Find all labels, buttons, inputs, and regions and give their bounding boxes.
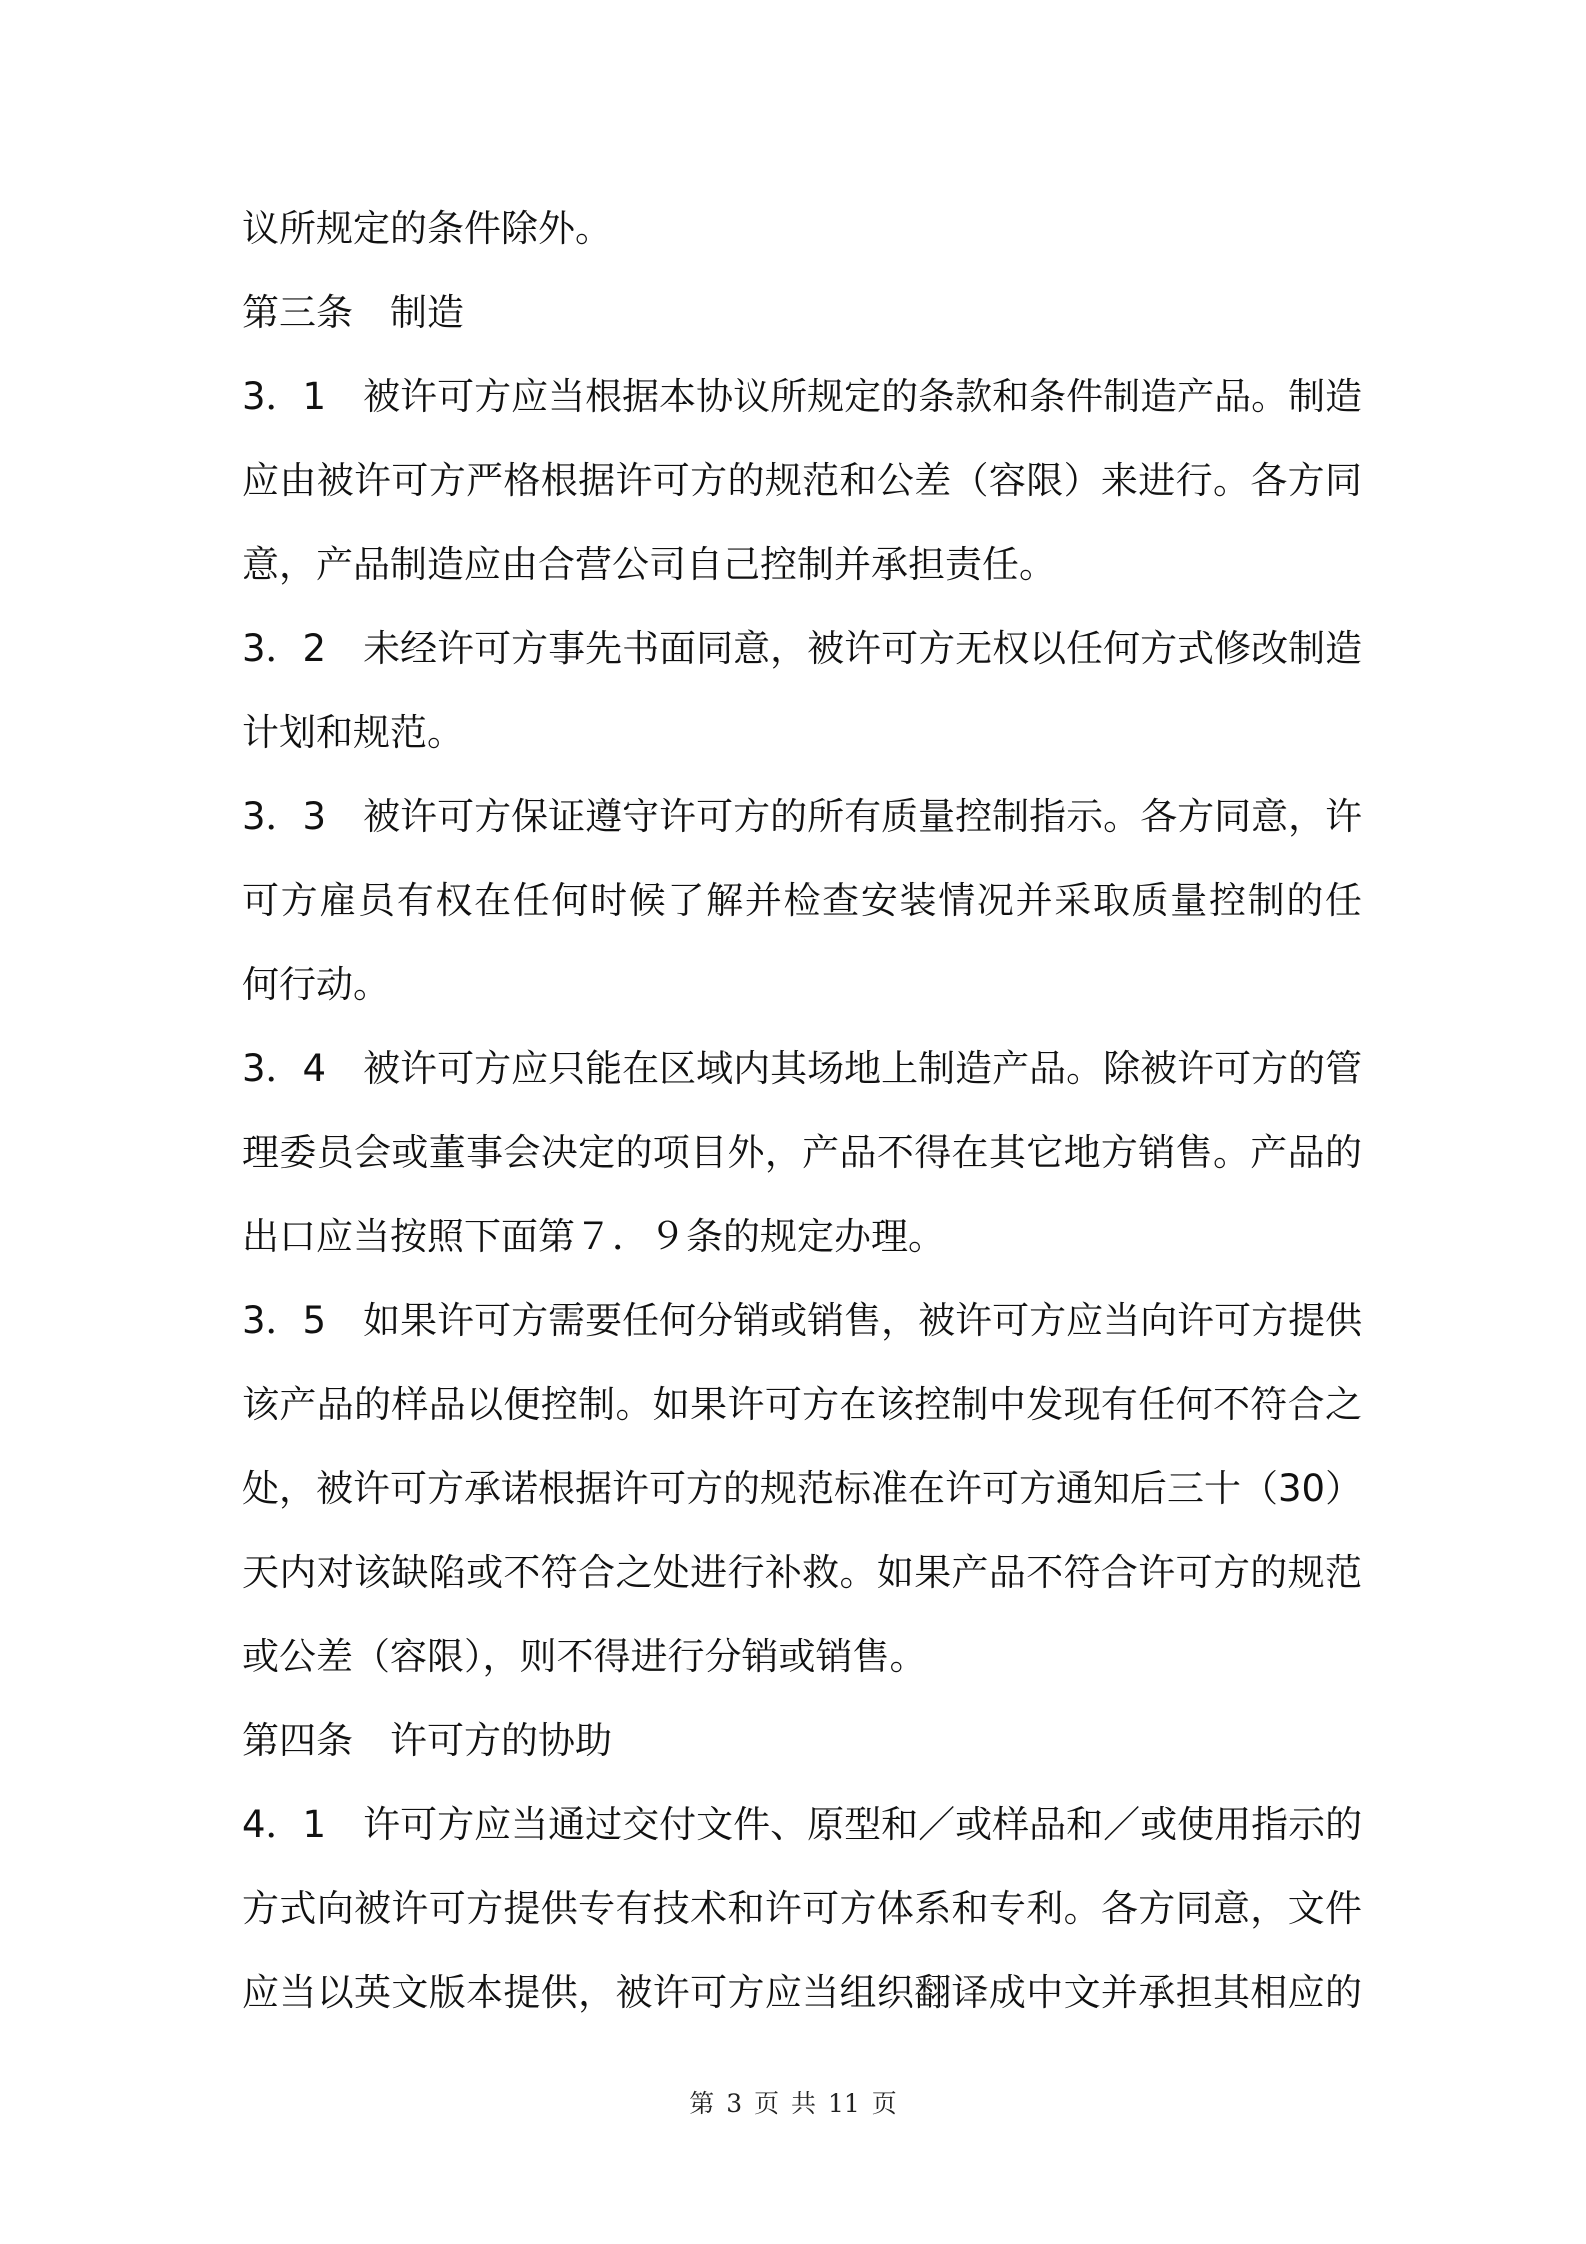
text-line: 意，产品制造应由合营公司自己控制并承担责任。 — [242, 543, 1056, 586]
page-number-footer: 第 3 页 共 11 页 — [689, 2089, 897, 2118]
text-line: 该产品的样品以便控制。如果许可方在该控制中发现有任何不符合之 — [242, 1383, 1362, 1426]
text-line: 或公差（容限），则不得进行分销或销售。 — [242, 1635, 927, 1678]
section-heading: 第三条 制造 — [242, 291, 464, 334]
text-line: 处，被许可方承诺根据许可方的规范标准在许可方通知后三十（30） — [242, 1467, 1363, 1510]
text-line: 何行动。 — [242, 963, 390, 1006]
text-line: 方式向被许可方提供专有技术和许可方体系和专利。各方同意，文件 — [242, 1887, 1362, 1930]
text-line: 可方雇员有权在任何时候了解并检查安装情况并采取质量控制的任 — [242, 879, 1362, 922]
text-line: 计划和规范。 — [242, 711, 464, 754]
text-line: 3．2 未经许可方事先书面同意，被许可方无权以任何方式修改制造 — [242, 627, 1363, 670]
text-line: 议所规定的条件除外。 — [242, 207, 612, 250]
text-line: 理委员会或董事会决定的项目外，产品不得在其它地方销售。产品的 — [242, 1131, 1362, 1174]
text-line: 应当以英文版本提供，被许可方应当组织翻译成中文并承担其相应的 — [242, 1971, 1362, 2014]
text-line: 3．5 如果许可方需要任何分销或销售，被许可方应当向许可方提供 — [242, 1299, 1363, 1342]
text-line: 天内对该缺陷或不符合之处进行补救。如果产品不符合许可方的规范 — [242, 1551, 1362, 1594]
text-line: 应由被许可方严格根据许可方的规范和公差（容限）来进行。各方同 — [242, 459, 1362, 502]
text-line: 4．1 许可方应当通过交付文件、原型和／或样品和／或使用指示的 — [242, 1803, 1363, 1846]
text-line: 3．4 被许可方应只能在区域内其场地上制造产品。除被许可方的管 — [242, 1047, 1363, 1090]
text-line: 3．1 被许可方应当根据本协议所规定的条款和条件制造产品。制造 — [242, 375, 1363, 418]
text-line: 3．3 被许可方保证遵守许可方的所有质量控制指示。各方同意，许 — [242, 795, 1363, 838]
section-heading: 第四条 许可方的协助 — [242, 1719, 612, 1762]
text-line: 出口应当按照下面第７．９条的规定办理。 — [242, 1215, 945, 1258]
